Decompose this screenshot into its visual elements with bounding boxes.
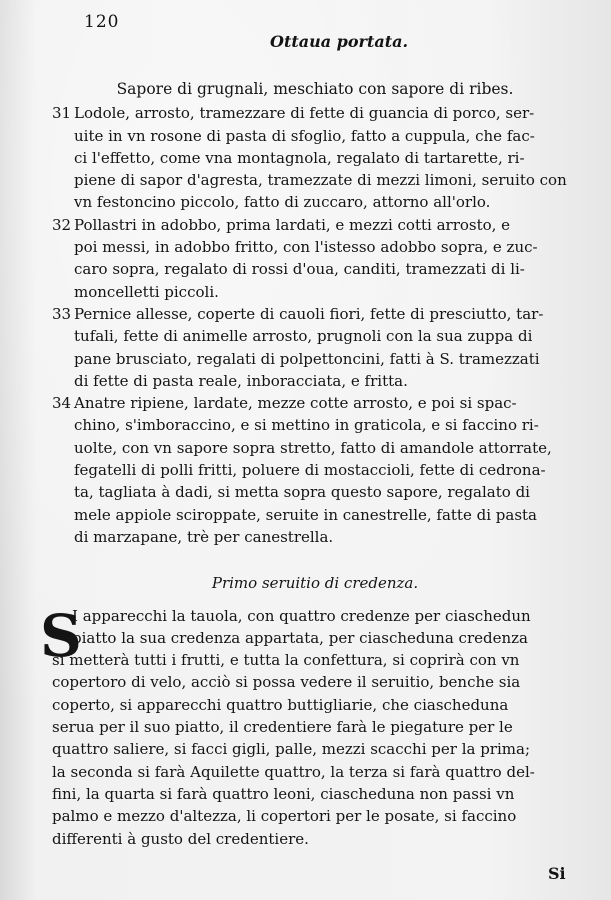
paragraph-line: si metterà tutti i frutti, e tutta la confettura, si coprirà con vn bbox=[52, 651, 520, 670]
paragraph-line: quattro saliere, si facci gigli, palle, mezzi scacchi per la prima; bbox=[52, 740, 530, 759]
recipe-number: 33 bbox=[52, 304, 72, 323]
recipe-text: Anatre ripiene, lardate, mezze cotte arrosto, e poi si spac- bbox=[74, 394, 517, 413]
recipe-line bbox=[52, 437, 578, 459]
recipe-text: di marzapane, trè per canestrella. bbox=[74, 527, 334, 546]
paragraph-line: serua per il suo piatto, il credentiere farà le piegature per le bbox=[52, 718, 513, 737]
recipe-first-line bbox=[52, 392, 578, 414]
paragraph-line: la seconda si farà Aquilette quattro, la terza si farà quattro del- bbox=[52, 762, 535, 781]
recipe-first-line bbox=[52, 102, 578, 124]
recipe-line bbox=[52, 481, 578, 503]
running-head: Ottaua portata. bbox=[270, 32, 409, 51]
recipe-text: fegatelli di polli fritti, poluere di mostaccioli, fette di cedrona- bbox=[74, 461, 546, 480]
recipe-text: vn festoncino piccolo, fatto di zuccaro, attorno all'orlo. bbox=[74, 193, 491, 212]
recipe-line bbox=[52, 258, 578, 280]
recipe-text: piene di sapor d'agresta, tramezzate di mezzi limoni, seruito con bbox=[74, 171, 567, 190]
paragraph-line: palmo e mezzo d'altezza, li copertori per le posate, si faccino bbox=[52, 807, 517, 826]
recipe-text: ci l'effetto, come vna montagnola, regalato di tartarette, ri- bbox=[74, 148, 525, 167]
recipe-text: uolte, con vn sapore sopra stretto, fatto di amandole attorrate, bbox=[74, 438, 552, 457]
paragraph-line: copertoro di velo, acciò si possa vedere il seruitio, benche sia bbox=[52, 673, 521, 692]
recipe-line bbox=[52, 236, 578, 258]
recipe-number: 32 bbox=[52, 215, 72, 234]
recipe-item bbox=[52, 214, 578, 303]
recipe-text: mele appiole sciroppate, seruite in canestrelle, fatte di pasta bbox=[74, 505, 537, 524]
recipe-text: Pollastri in adobbo, prima lardati, e mezzi cotti arrosto, e bbox=[74, 215, 511, 234]
recipe-line bbox=[52, 504, 578, 526]
recipe-text: pane brusciato, regalati di polpettoncini, fatti à S. tramezzati bbox=[74, 349, 540, 368]
recipe-line bbox=[52, 325, 578, 347]
recipe-line bbox=[52, 414, 578, 436]
recipe-item bbox=[52, 392, 578, 548]
recipe-text: chino, s'imboraccino, e si mettino in graticola, e si faccino ri- bbox=[74, 416, 539, 435]
recipe-heading: Sapore di grugnali, meschiato con sapore di ribes. bbox=[116, 80, 514, 98]
drop-cap: S bbox=[40, 601, 82, 670]
recipe-line bbox=[52, 125, 578, 147]
recipe-text: tufali, fette di animelle arrosto, prugnoli con la sua zuppa di bbox=[74, 327, 533, 346]
recipe-line bbox=[52, 191, 578, 213]
recipe-line bbox=[52, 370, 578, 392]
recipe-text: caro sopra, regalato di rossi d'oua, canditi, tramezzati di li- bbox=[74, 260, 525, 279]
service-paragraph bbox=[40, 601, 578, 850]
recipe-text: uite in vn rosone di pasta di sfoglio, fatto a cuppula, che fac- bbox=[74, 126, 535, 145]
paragraph-line: coperto, si apparecchi quattro buttigliarie, che ciascheduna bbox=[52, 695, 509, 714]
recipe-line bbox=[52, 459, 578, 481]
recipe-first-line bbox=[52, 214, 578, 236]
recipe-line bbox=[52, 169, 578, 191]
recipe-text: Pernice allesse, coperte di cauoli fiori, fette di presciutto, tar- bbox=[74, 304, 544, 323]
recipe-item bbox=[52, 303, 578, 392]
recipe-first-line bbox=[52, 303, 578, 325]
recipe-line bbox=[52, 526, 578, 548]
paragraph-line: I apparecchi la tauola, con quattro credenze per ciaschedun bbox=[72, 606, 531, 625]
recipe-text: poi messi, in adobbo fritto, con l'istesso adobbo sopra, e zuc- bbox=[74, 238, 538, 257]
recipe-number: 31 bbox=[52, 104, 72, 123]
page-text bbox=[40, 78, 578, 850]
spacer bbox=[52, 548, 578, 566]
recipe-number: 34 bbox=[52, 394, 72, 413]
page-number: 120 bbox=[84, 12, 120, 32]
recipe-text: ta, tagliata à dadi, si metta sopra questo sapore, regalato di bbox=[74, 483, 530, 502]
recipe-line bbox=[52, 281, 578, 303]
section-title: Primo seruitio di credenza. bbox=[211, 574, 419, 593]
recipe-text: di fette di pasta reale, inboracciata, e fritta. bbox=[74, 371, 408, 390]
recipe-line bbox=[52, 147, 578, 169]
paragraph-line: differenti à gusto del credentiere. bbox=[52, 829, 309, 848]
recipe-text: moncelletti piccoli. bbox=[74, 282, 219, 301]
paragraph-line: piatto la sua credenza appartata, per ciascheduna credenza bbox=[72, 628, 528, 647]
paragraph-lines bbox=[52, 605, 578, 850]
recipe-line bbox=[52, 348, 578, 370]
catchword: Si bbox=[548, 864, 566, 883]
recipe-item bbox=[52, 102, 578, 213]
paragraph-line: fini, la quarta si farà quattro leoni, ciascheduna non passi vn bbox=[52, 784, 515, 803]
recipe-list bbox=[52, 102, 578, 548]
recipe-text: Lodole, arrosto, tramezzare di fette di guancia di porco, ser- bbox=[74, 104, 535, 123]
